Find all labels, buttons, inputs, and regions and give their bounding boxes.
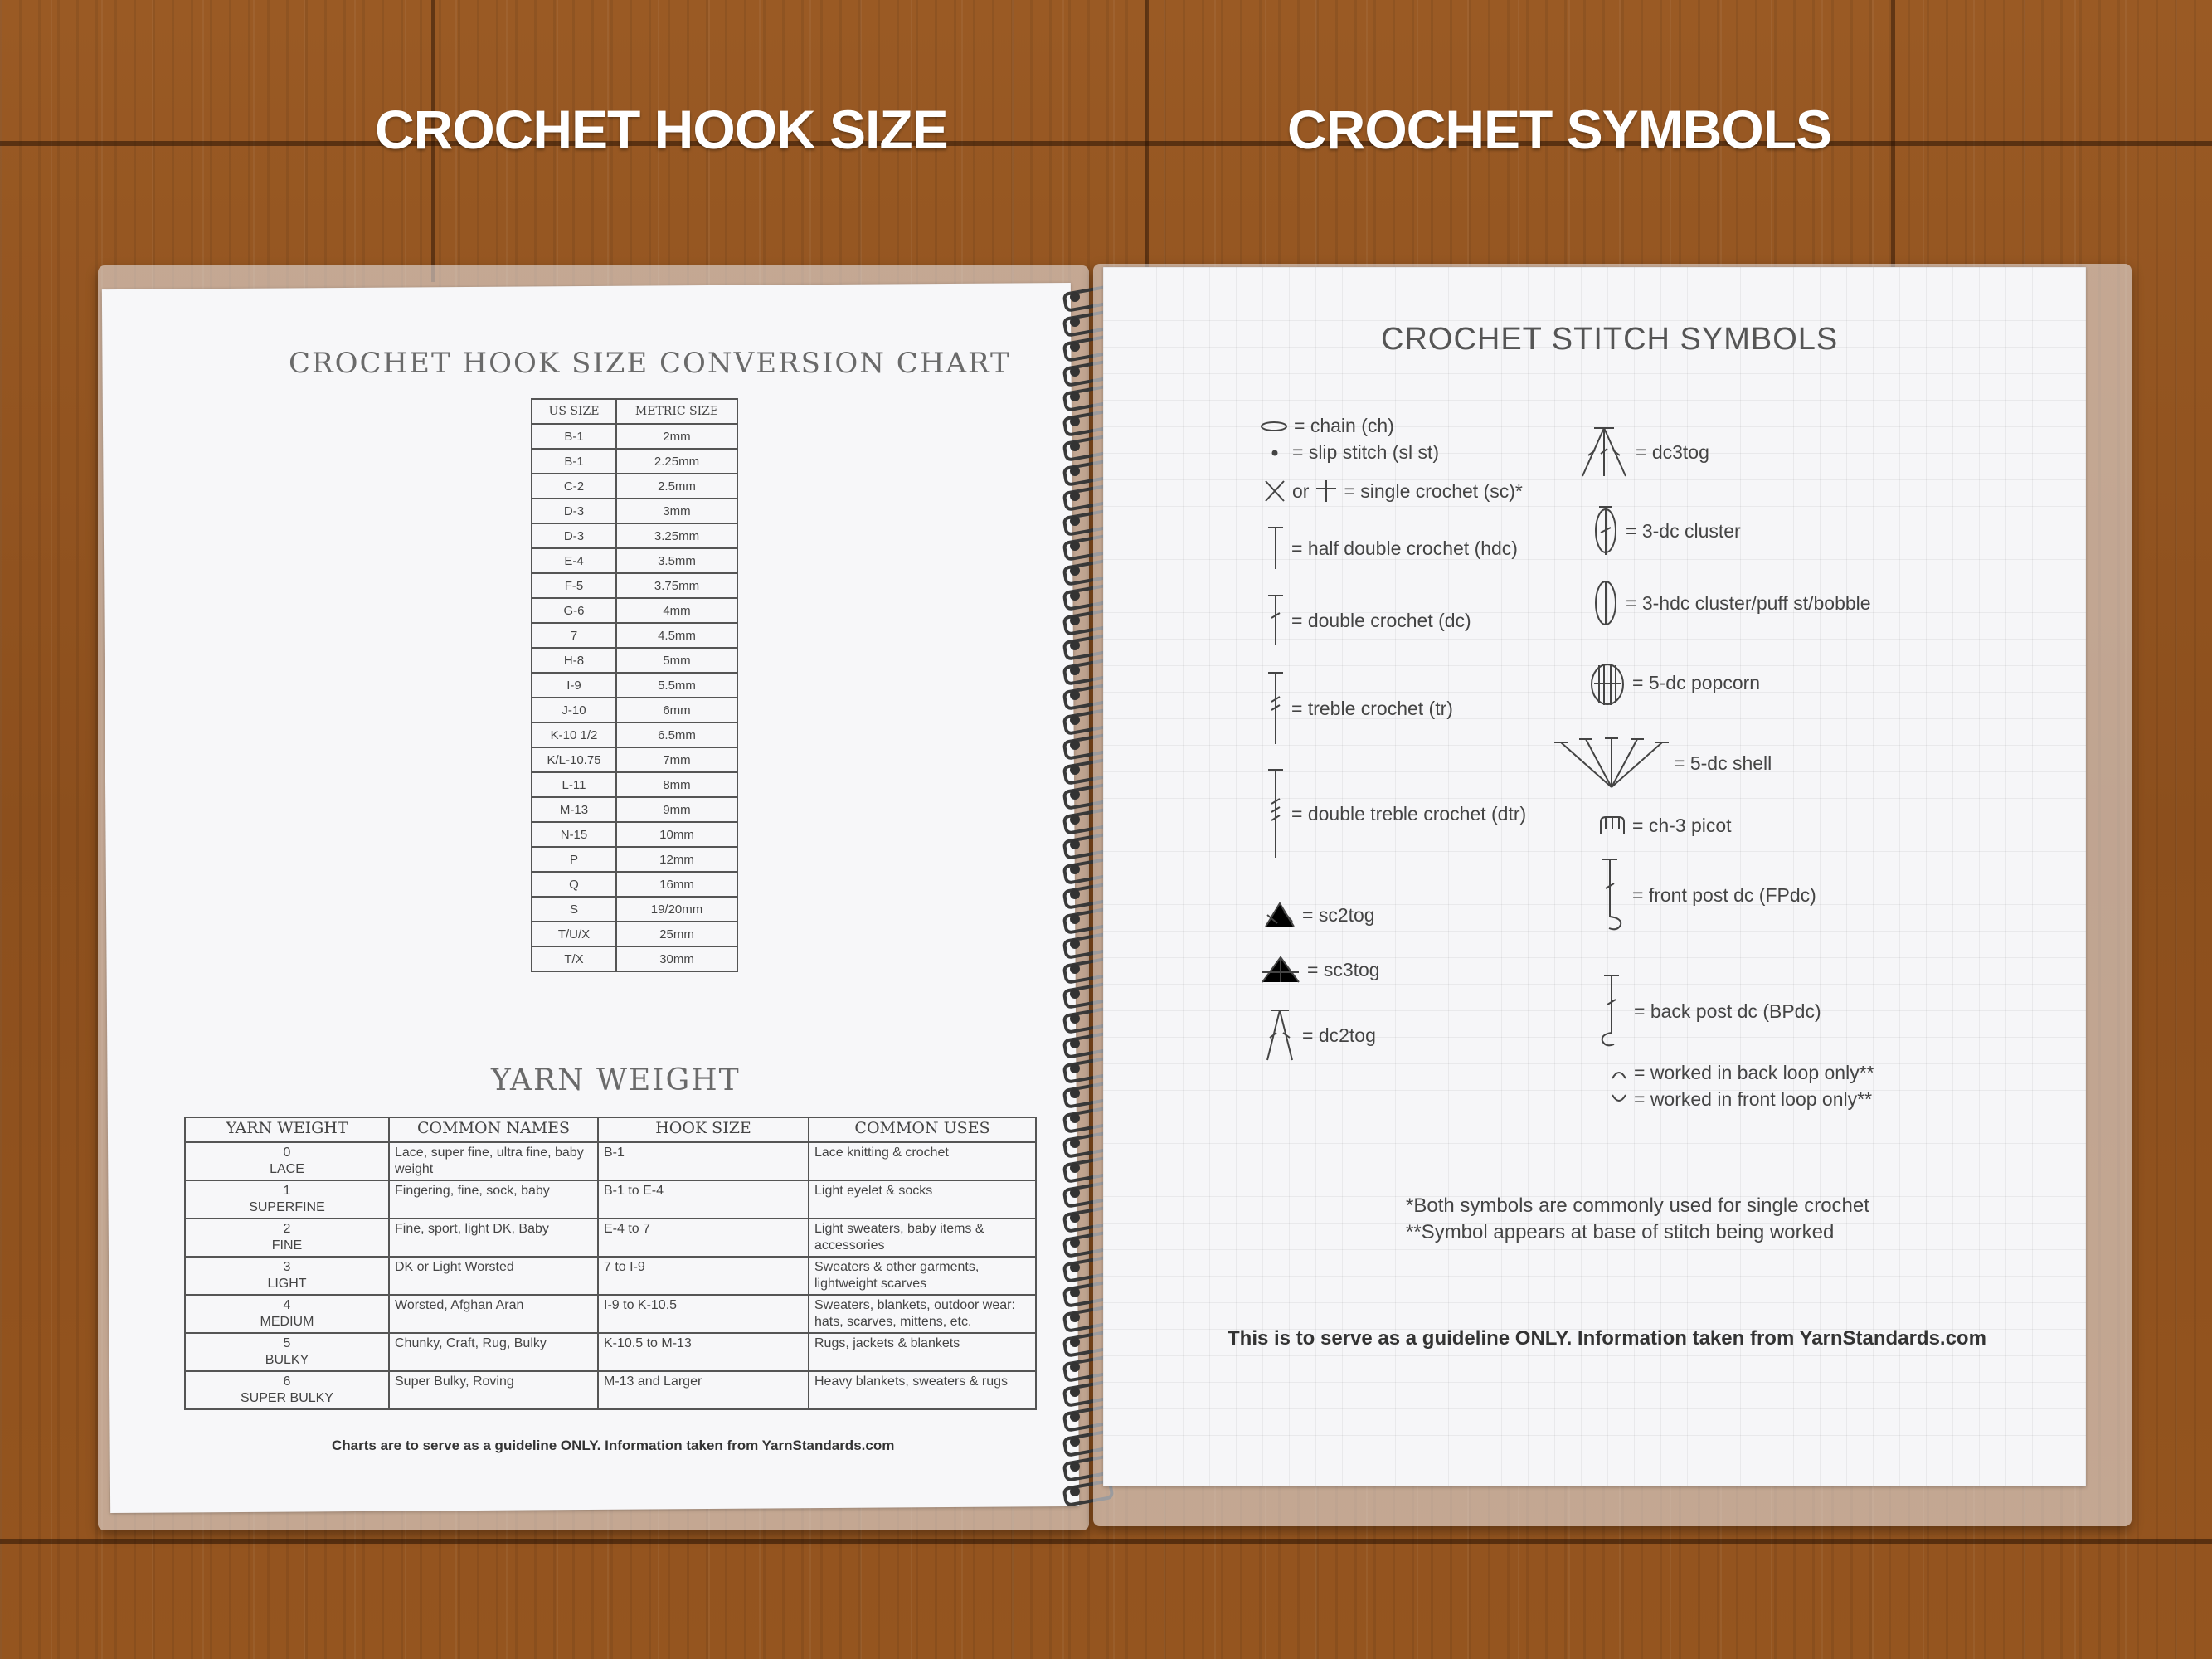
binding-hole xyxy=(1070,1113,1080,1123)
yarn-table-row xyxy=(185,1180,1036,1219)
us-size-cell: F-5 xyxy=(532,573,616,598)
symbol-popcorn xyxy=(1587,657,1760,708)
us-size-cell: B-1 xyxy=(532,424,616,449)
binding-hole xyxy=(1070,839,1080,849)
us-size-cell: C-2 xyxy=(532,474,616,499)
metric-size-cell: 25mm xyxy=(616,922,737,946)
yarn-weight-number: 1 xyxy=(283,1184,291,1198)
binding-hole xyxy=(1070,1312,1080,1322)
hook-table-row xyxy=(532,648,737,673)
hook-table-row xyxy=(532,772,737,797)
symbol-label: = worked in front loop only** xyxy=(1634,1088,1873,1110)
symbol-label: = sc3tog xyxy=(1307,958,1380,980)
yarn-weight-number: 0 xyxy=(283,1146,291,1160)
yarn-common-cell: Lace, super fine, ultra fine, baby weight xyxy=(389,1142,598,1180)
binding-hole xyxy=(1070,1287,1080,1297)
floor-seam xyxy=(1891,0,1895,282)
yarn-hook-cell: M-13 and Larger xyxy=(598,1371,809,1409)
picot-icon xyxy=(1597,814,1627,837)
binding-hole xyxy=(1070,1014,1080,1024)
yarn-weight-name: BULKY xyxy=(265,1353,309,1367)
binding-hole xyxy=(1070,1337,1080,1347)
us-size-cell: 7 xyxy=(532,623,616,648)
hook-size-table xyxy=(531,398,738,972)
yarn-common-cell: DK or Light Worsted xyxy=(389,1257,598,1295)
yarn-table-row xyxy=(185,1142,1036,1180)
metric-size-cell: 4.5mm xyxy=(616,623,737,648)
us-size-cell: H-8 xyxy=(532,648,616,673)
yarn-hook-cell: B-1 to E-4 xyxy=(598,1180,809,1219)
metric-size-cell: 3.5mm xyxy=(616,548,737,573)
note-single-crochet: *Both symbols are commonly used for single crochet xyxy=(1406,1194,1869,1217)
yarn-uses-cell: Heavy blankets, sweaters & rugs xyxy=(809,1371,1036,1409)
metric-size-cell: 9mm xyxy=(616,797,737,822)
us-size-cell: K-10 1/2 xyxy=(532,722,616,747)
binding-hole xyxy=(1070,1412,1080,1422)
symbol-label: or xyxy=(1292,479,1310,502)
binding-hole xyxy=(1070,815,1080,825)
binding-hole xyxy=(1070,640,1080,650)
binding-hole xyxy=(1070,1437,1080,1447)
binding-hole xyxy=(1070,1138,1080,1148)
us-size-cell: G-6 xyxy=(532,598,616,623)
metric-size-cell: 2.25mm xyxy=(616,449,737,474)
3-dc-cluster-icon xyxy=(1591,504,1621,557)
hook-table-row xyxy=(532,922,737,946)
hook-table-row xyxy=(532,523,737,548)
yarn-hook-cell: I-9 to K-10.5 xyxy=(598,1295,809,1333)
metric-size-cell: 16mm xyxy=(616,872,737,897)
hook-table-row xyxy=(532,424,737,449)
col-metric-size: METRIC SIZE xyxy=(616,399,737,424)
binding-hole xyxy=(1070,690,1080,700)
symbol-label: = sc2tog xyxy=(1302,903,1375,926)
hook-table-row xyxy=(532,797,737,822)
binding-hole xyxy=(1070,491,1080,501)
us-size-cell: T/X xyxy=(532,946,616,971)
us-size-cell: K/L-10.75 xyxy=(532,747,616,772)
symbol-label: = 5-dc shell xyxy=(1674,752,1772,774)
us-size-cell: Q xyxy=(532,872,616,897)
front-loop-icon xyxy=(1609,1093,1629,1107)
yarn-hook-cell: E-4 to 7 xyxy=(598,1219,809,1257)
metric-size-cell: 5.5mm xyxy=(616,673,737,698)
symbol-front-post xyxy=(1599,857,1816,933)
symbol-label: = front post dc (FPdc) xyxy=(1632,883,1816,906)
metric-size-cell: 6mm xyxy=(616,698,737,722)
symbol-sc2tog xyxy=(1262,900,1375,930)
yarn-weight-cell xyxy=(185,1333,389,1371)
front-post-icon xyxy=(1599,857,1627,933)
binding-hole xyxy=(1070,1213,1080,1223)
us-size-cell: D-3 xyxy=(532,499,616,523)
yarn-table-row xyxy=(185,1333,1036,1371)
col-yarn-weight: YARN WEIGHT xyxy=(185,1117,389,1142)
right-page-footer: This is to serve as a guideline ONLY. Information taken from YarnStandards.com xyxy=(1228,1327,1986,1350)
yarn-hook-cell: 7 to I-9 xyxy=(598,1257,809,1295)
binding-hole xyxy=(1070,516,1080,526)
symbol-label: = ch-3 picot xyxy=(1632,814,1732,836)
half-double-crochet-icon xyxy=(1265,525,1286,572)
symbols-title: CROCHET STITCH SYMBOLS xyxy=(1381,322,1839,357)
symbol-label: = slip stitch (sl st) xyxy=(1292,441,1440,463)
binding-hole xyxy=(1070,367,1080,377)
metric-size-cell: 2mm xyxy=(616,424,737,449)
us-size-cell: J-10 xyxy=(532,698,616,722)
treble-crochet-icon xyxy=(1265,670,1286,747)
sc3tog-icon xyxy=(1259,954,1302,985)
yarn-uses-cell: Sweaters, blankets, outdoor wear: hats, scarves, mittens, etc. xyxy=(809,1295,1036,1333)
symbol-label: = double crochet (dc) xyxy=(1291,609,1471,631)
yarn-common-cell: Worsted, Afghan Aran xyxy=(389,1295,598,1333)
hook-table-row xyxy=(532,548,737,573)
hook-table-row xyxy=(532,747,737,772)
symbol-slip-stitch xyxy=(1267,441,1439,464)
metric-size-cell: 3.25mm xyxy=(616,523,737,548)
binding-hole xyxy=(1070,1188,1080,1198)
symbol-hdc xyxy=(1265,525,1518,572)
metric-size-cell: 6.5mm xyxy=(616,722,737,747)
hook-table-row xyxy=(532,474,737,499)
symbol-label: = back post dc (BPdc) xyxy=(1634,1000,1821,1022)
hook-table-row xyxy=(532,872,737,897)
symbol-label: = treble crochet (tr) xyxy=(1291,697,1453,719)
binding-hole xyxy=(1070,342,1080,352)
binding-hole xyxy=(1070,317,1080,327)
chain-icon xyxy=(1259,421,1289,432)
binding-hole xyxy=(1070,1387,1080,1397)
dc3tog-icon xyxy=(1578,426,1631,479)
note-base-of-stitch: **Symbol appears at base of stitch being worked xyxy=(1406,1221,1835,1243)
binding-hole xyxy=(1070,665,1080,675)
binding-hole xyxy=(1070,740,1080,750)
binding-hole xyxy=(1070,292,1080,302)
symbol-label: = 5-dc popcorn xyxy=(1632,671,1761,693)
binding-hole xyxy=(1070,1163,1080,1173)
binding-hole xyxy=(1070,566,1080,576)
heading-symbols: CROCHET SYMBOLS xyxy=(1287,99,1832,160)
binding-hole xyxy=(1070,1362,1080,1372)
hook-table-row xyxy=(532,822,737,847)
symbol-chain xyxy=(1259,415,1394,437)
symbol-back-loop xyxy=(1609,1062,1874,1084)
yarn-table-row xyxy=(185,1257,1036,1295)
symbol-label: = chain (ch) xyxy=(1294,415,1394,436)
col-common-names: COMMON NAMES xyxy=(389,1117,598,1142)
binding-hole xyxy=(1070,615,1080,625)
hook-chart-title: CROCHET HOOK SIZE CONVERSION CHART xyxy=(289,347,1011,380)
yarn-weight-name: SUPER BULKY xyxy=(240,1391,334,1405)
symbol-label: = dc2tog xyxy=(1302,1024,1376,1046)
yarn-table-row xyxy=(185,1295,1036,1333)
binding-hole xyxy=(1070,1039,1080,1048)
back-post-icon xyxy=(1601,973,1629,1049)
metric-size-cell: 7mm xyxy=(616,747,737,772)
yarn-uses-cell: Light eyelet & socks xyxy=(809,1180,1036,1219)
yarn-weight-name: SUPERFINE xyxy=(249,1200,325,1214)
symbol-label: = dc3tog xyxy=(1636,440,1709,463)
left-page-footer: Charts are to serve as a guideline ONLY. Information taken from YarnStandards.com xyxy=(332,1438,895,1453)
yarn-hook-cell: B-1 xyxy=(598,1142,809,1180)
yarn-weight-number: 5 xyxy=(283,1336,291,1350)
symbol-label: = 3-hdc cluster/puff st/bobble xyxy=(1626,591,1871,614)
metric-size-cell: 30mm xyxy=(616,946,737,971)
symbol-label: = 3-dc cluster xyxy=(1626,519,1741,542)
yarn-uses-cell: Rugs, jackets & blankets xyxy=(809,1333,1036,1371)
yarn-common-cell: Super Bulky, Roving xyxy=(389,1371,598,1409)
binding-hole xyxy=(1070,864,1080,874)
double-treble-crochet-icon xyxy=(1265,767,1286,860)
heading-hook-size: CROCHET HOOK SIZE xyxy=(375,99,948,160)
col-us-size: US SIZE xyxy=(532,399,616,424)
single-crochet-icon xyxy=(1262,478,1287,504)
binding-hole xyxy=(1070,1486,1080,1496)
symbol-dc xyxy=(1265,593,1471,648)
hook-table-row xyxy=(532,847,737,872)
yarn-weight-title: YARN WEIGHT xyxy=(491,1063,741,1097)
floor-seam xyxy=(0,141,2212,146)
yarn-uses-cell: Sweaters & other garments, lightweight scarves xyxy=(809,1257,1036,1295)
puff-stitch-icon xyxy=(1591,577,1621,629)
symbol-label: = half double crochet (hdc) xyxy=(1291,537,1518,559)
yarn-weight-name: LACE xyxy=(270,1162,304,1176)
yarn-weight-number: 4 xyxy=(283,1298,291,1312)
symbol-dc3tog xyxy=(1578,426,1709,479)
us-size-cell: N-15 xyxy=(532,822,616,847)
binding-hole xyxy=(1070,989,1080,999)
symbol-front-loop xyxy=(1609,1088,1872,1111)
yarn-weight-table xyxy=(184,1117,1037,1410)
us-size-cell: E-4 xyxy=(532,548,616,573)
binding-hole xyxy=(1070,441,1080,451)
symbol-3dc-cluster xyxy=(1591,504,1741,557)
binding-hole xyxy=(1070,765,1080,775)
binding-hole xyxy=(1070,889,1080,899)
binding-hole xyxy=(1070,1262,1080,1272)
us-size-cell: L-11 xyxy=(532,772,616,797)
shell-icon xyxy=(1554,736,1669,791)
metric-size-cell: 19/20mm xyxy=(616,897,737,922)
floor-seam xyxy=(1145,0,1149,282)
back-loop-icon xyxy=(1609,1067,1629,1080)
binding-hole xyxy=(1070,541,1080,551)
yarn-table-row xyxy=(185,1219,1036,1257)
col-common-uses: COMMON USES xyxy=(809,1117,1036,1142)
binding-hole xyxy=(1070,964,1080,974)
yarn-uses-cell: Lace knitting & crochet xyxy=(809,1142,1036,1180)
hook-table-row xyxy=(532,673,737,698)
binding-hole xyxy=(1070,790,1080,800)
binding-hole xyxy=(1070,591,1080,601)
binding-hole xyxy=(1070,1238,1080,1248)
yarn-weight-cell xyxy=(185,1295,389,1333)
yarn-weight-number: 3 xyxy=(283,1260,291,1274)
yarn-weight-cell xyxy=(185,1142,389,1180)
hook-table-row xyxy=(532,449,737,474)
binding-hole xyxy=(1070,466,1080,476)
binding-hole xyxy=(1070,416,1080,426)
yarn-weight-cell xyxy=(185,1371,389,1409)
us-size-cell: I-9 xyxy=(532,673,616,698)
dc2tog-icon xyxy=(1262,1008,1297,1063)
symbol-label: = single crochet (sc)* xyxy=(1344,479,1523,502)
binding-hole xyxy=(1070,392,1080,401)
symbol-single-crochet xyxy=(1262,478,1523,504)
hook-table-row xyxy=(532,722,737,747)
hook-table-row xyxy=(532,698,737,722)
hook-table-row xyxy=(532,598,737,623)
yarn-table-row xyxy=(185,1371,1036,1409)
yarn-uses-cell: Light sweaters, baby items & accessories xyxy=(809,1219,1036,1257)
symbol-tr xyxy=(1265,670,1453,747)
us-size-cell: T/U/X xyxy=(532,922,616,946)
single-crochet-plus-icon xyxy=(1314,478,1339,504)
yarn-weight-name: LIGHT xyxy=(267,1277,307,1291)
metric-size-cell: 10mm xyxy=(616,822,737,847)
yarn-weight-cell xyxy=(185,1219,389,1257)
metric-size-cell: 2.5mm xyxy=(616,474,737,499)
hook-table-row xyxy=(532,573,737,598)
symbol-back-post xyxy=(1601,973,1821,1049)
us-size-cell: D-3 xyxy=(532,523,616,548)
symbol-label: = double treble crochet (dtr) xyxy=(1291,802,1527,825)
hook-table-row xyxy=(532,623,737,648)
metric-size-cell: 3.75mm xyxy=(616,573,737,598)
col-hook-size: HOOK SIZE xyxy=(598,1117,809,1142)
slip-stitch-icon xyxy=(1267,447,1287,459)
hook-table-row xyxy=(532,946,737,971)
binding-hole xyxy=(1070,1462,1080,1472)
metric-size-cell: 8mm xyxy=(616,772,737,797)
yarn-hook-cell: K-10.5 to M-13 xyxy=(598,1333,809,1371)
binding-hole xyxy=(1070,1063,1080,1073)
yarn-weight-name: FINE xyxy=(271,1238,303,1253)
us-size-cell: P xyxy=(532,847,616,872)
us-size-cell: M-13 xyxy=(532,797,616,822)
yarn-common-cell: Fine, sport, light DK, Baby xyxy=(389,1219,598,1257)
symbol-dtr xyxy=(1265,767,1526,860)
binding-hole xyxy=(1070,715,1080,725)
floor-seam xyxy=(0,1539,2212,1544)
binding-hole xyxy=(1070,914,1080,924)
hook-table-row xyxy=(532,897,737,922)
binding-hole xyxy=(1070,939,1080,949)
yarn-weight-number: 6 xyxy=(283,1374,291,1389)
symbol-shell xyxy=(1554,736,1772,791)
us-size-cell: S xyxy=(532,897,616,922)
us-size-cell: B-1 xyxy=(532,449,616,474)
sc2tog-icon xyxy=(1262,900,1297,930)
metric-size-cell: 12mm xyxy=(616,847,737,872)
yarn-common-cell: Fingering, fine, sock, baby xyxy=(389,1180,598,1219)
yarn-weight-cell xyxy=(185,1257,389,1295)
yarn-weight-name: MEDIUM xyxy=(260,1315,314,1329)
double-crochet-icon xyxy=(1265,593,1286,648)
symbol-picot xyxy=(1597,814,1732,837)
yarn-weight-cell xyxy=(185,1180,389,1219)
symbol-puff xyxy=(1591,577,1871,629)
symbol-label: = worked in back loop only** xyxy=(1634,1062,1874,1083)
symbol-sc3tog xyxy=(1259,954,1380,985)
binding-hole xyxy=(1070,1088,1080,1098)
metric-size-cell: 3mm xyxy=(616,499,737,523)
yarn-common-cell: Chunky, Craft, Rug, Bulky xyxy=(389,1333,598,1371)
hook-table-row xyxy=(532,499,737,523)
symbol-dc2tog xyxy=(1262,1008,1376,1063)
yarn-weight-number: 2 xyxy=(283,1222,291,1236)
popcorn-icon xyxy=(1587,657,1627,708)
metric-size-cell: 5mm xyxy=(616,648,737,673)
metric-size-cell: 4mm xyxy=(616,598,737,623)
